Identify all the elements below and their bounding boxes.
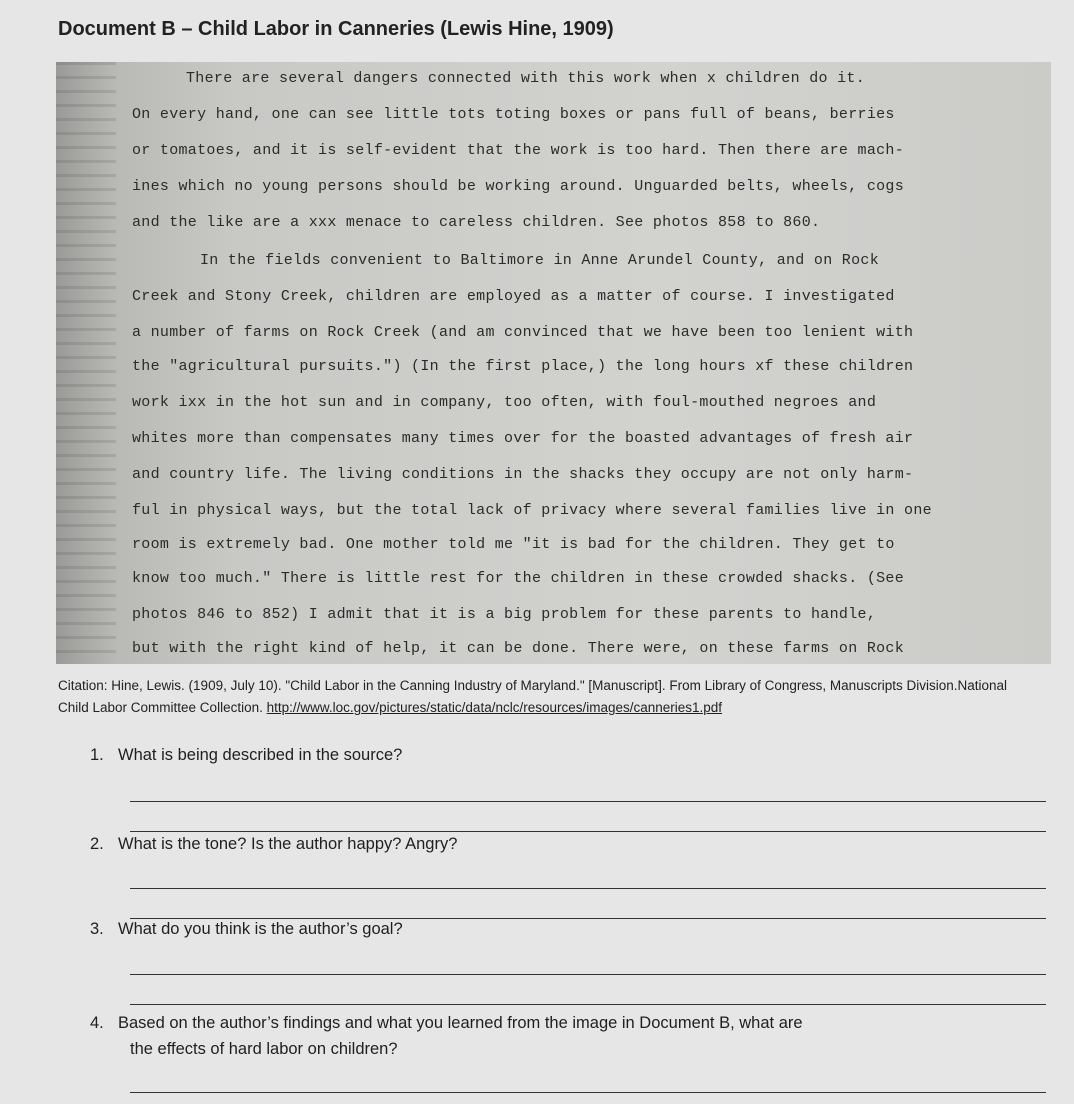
question-4 xyxy=(90,1014,803,1033)
question-4-continuation: the effects of hard labor on children? xyxy=(130,1040,398,1058)
source-line: a number of farms on Rock Creek (and am convinced that we have been too lenient with xyxy=(132,324,914,341)
source-line: but with the right kind of help, it can be done. There were, on these farms on Rock xyxy=(132,640,905,657)
question-1 xyxy=(90,746,402,765)
source-line: or tomatoes, and it is self-evident that the work is too hard. Then there are mach- xyxy=(132,142,905,159)
source-line: know too much." There is little rest for the children in these crowded shacks. (See xyxy=(132,570,905,587)
question-number: 2. xyxy=(90,835,104,853)
question-text: What is being described in the source? xyxy=(118,746,403,764)
source-line: and the like are a xxx menace to careless children. See photos 858 to 860. xyxy=(132,214,821,231)
question-text: What is the tone? Is the author happy? Angry? xyxy=(118,835,458,853)
source-line: work ixx in the hot sun and in company, too often, with foul-mouthed negroes and xyxy=(132,394,877,411)
source-line: On every hand, one can see little tots toting boxes or pans full of beans, berries xyxy=(132,106,895,123)
question-number: 4. xyxy=(90,1014,104,1032)
source-line: Creek and Stony Creek, children are employed as a matter of course. I investigated xyxy=(132,288,895,305)
question-2 xyxy=(90,835,457,854)
answer-line[interactable] xyxy=(130,831,1046,832)
citation xyxy=(58,675,1018,719)
question-text: Based on the author’s findings and what you learned from the image in Document B, what are xyxy=(118,1014,803,1032)
source-line: the "agricultural pursuits.") (In the first place,) the long hours xf these children xyxy=(132,358,914,375)
citation-text: Citation: Hine, Lewis. (1909, July 10). "Child Labor in the Canning Industry of Maryland." [Manuscript]. From Library of Congress, Manuscripts Division.National Child Labor Committee Collection. xyxy=(58,678,1008,715)
answer-line[interactable] xyxy=(130,801,1046,802)
answer-line[interactable] xyxy=(130,918,1046,919)
source-line: room is extremely bad. One mother told me "it is bad for the children. They get to xyxy=(132,536,895,553)
source-line: ines which no young persons should be working around. Unguarded belts, wheels, cogs xyxy=(132,178,905,195)
question-3 xyxy=(90,920,403,939)
source-line: photos 846 to 852) I admit that it is a big problem for these parents to handle, xyxy=(132,606,877,623)
scan-edge xyxy=(56,62,116,664)
answer-line[interactable] xyxy=(130,1092,1046,1093)
question-text: What do you think is the author’s goal? xyxy=(118,920,403,938)
answer-line[interactable] xyxy=(130,974,1046,975)
source-document-image xyxy=(56,62,1051,664)
source-line: ful in physical ways, but the total lack of privacy where several families live in one xyxy=(132,502,932,519)
question-number: 3. xyxy=(90,920,104,938)
source-line: whites more than compensates many times over for the boasted advantages of fresh air xyxy=(132,430,914,447)
answer-line[interactable] xyxy=(130,1004,1046,1005)
citation-link[interactable]: http://www.loc.gov/pictures/static/data/nclc/resources/images/canneries1.pdf xyxy=(266,700,723,715)
source-line: In the fields convenient to Baltimore in Anne Arundel County, and on Rock xyxy=(200,252,880,269)
question-number: 1. xyxy=(90,746,104,764)
source-line: There are several dangers connected with this work when x children do it. xyxy=(186,70,866,87)
source-line: and country life. The living conditions in the shacks they occupy are not only harm- xyxy=(132,466,914,483)
page-title: Document B – Child Labor in Canneries (Lewis Hine, 1909) xyxy=(58,18,614,40)
answer-line[interactable] xyxy=(130,888,1046,889)
